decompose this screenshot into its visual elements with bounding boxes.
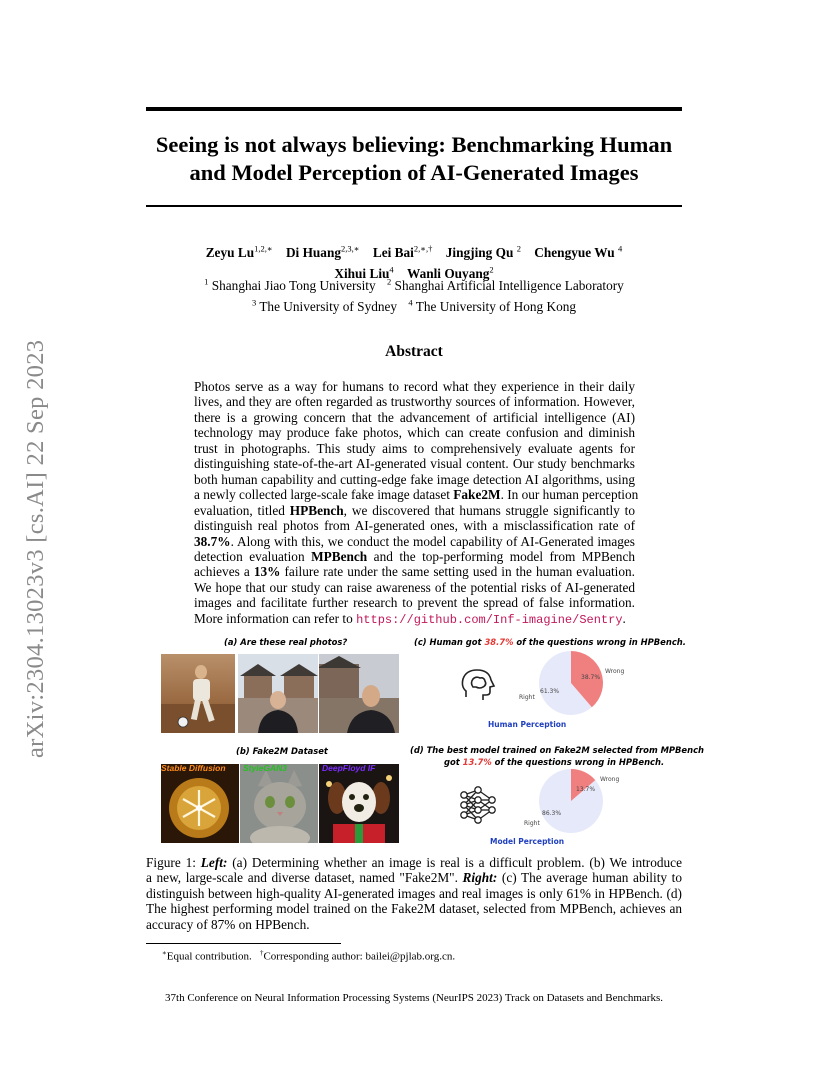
abstract-line: a newly collected large-scale fake image dataset Fake2M. In our human perception: [194, 487, 639, 503]
neural-network-icon: [458, 785, 498, 825]
dataset-tag-stylegan3: StyleGAN3: [243, 763, 287, 773]
affiliation: $^1$ Shanghai Jiao Tong University: [204, 277, 376, 294]
affiliation: $^4$ The University of Hong Kong: [408, 297, 577, 314]
affiliation-list: [146, 274, 682, 315]
abstract-line: lives, and they are often regarded as trustworthy sources of information. However,: [194, 394, 635, 410]
author: Wanli Ouyang$^2$: [407, 264, 494, 281]
man-smiling-photo: [319, 654, 399, 733]
abstract-line: technology may produce fake photos, which can create confusion and diminish: [194, 425, 635, 441]
abstract-line: distinguishing state-of-the-art AI-generated visual content. Our study benchmarks: [194, 456, 635, 472]
footnote-rule: [146, 943, 341, 944]
model-pie-wrong-pct: 13.7%: [576, 786, 596, 793]
model-pie-right-label: Right: [524, 820, 540, 827]
pagoda-man-photo: [238, 654, 318, 733]
dataset-tag-deepfloyd: DeepFloyd IF: [322, 763, 376, 773]
abstract-line: 38.7%. Along with this, we conduct the model capability of AI-Generated images: [194, 533, 635, 549]
repo-link[interactable]: https://github.com/Inf-imagine/Sentry: [356, 612, 623, 627]
abstract-line: detection evaluation MPBench and the top-performing model from MPBench: [194, 548, 635, 564]
footnote: ∗Equal contribution. †Corresponding author: bailei@pjlab.org.cn.: [162, 949, 456, 963]
abstract-line: achieves a 13% failure rate under the same setting used in the human evaluation.: [194, 564, 636, 580]
abstract-line: distinguish real photos from AI-generated ones, with a misclassification rate of: [194, 518, 635, 534]
human-perception-pie: [538, 650, 604, 716]
author: Zeyu $Lu^{1,2,∗}$: [205, 244, 273, 261]
title-bottom-rule: [146, 205, 682, 207]
venue-note: 37th Conference on Neural Information Processing Systems (NeurIPS 2023) Track on Datasets and Benchmarks.: [165, 992, 663, 1004]
affiliation: $^3$ The University of Sydney: [251, 297, 398, 314]
human-pie-wrong-label: Wrong: [605, 668, 625, 675]
title-line-2: and Model Perception of AI-Generated Images: [189, 160, 639, 185]
model-pie-wrong-label: Wrong: [600, 776, 620, 783]
caption-line: Figure 1: Left: (a) Determining whether an image is real is a difficult problem. (b) We introduce: [146, 855, 682, 870]
figure-caption: [146, 855, 682, 932]
paper-title: [146, 131, 682, 187]
human-pie-right-pct: 61.3%: [540, 688, 560, 695]
caption-line: a new, large-scale and diverse dataset, named "Fake2M". Right: (c) The average human ability to: [146, 870, 682, 886]
author-line-1: [146, 241, 682, 261]
abstract-heading: Abstract: [385, 343, 443, 360]
dog-photo: [319, 764, 399, 843]
caption-line: distinguish between high-quality AI-generated images and real images is only 61% in HPBench. (d): [146, 885, 682, 901]
abstract-line: trust in photographs. This study aims to comprehensively evaluate agents for: [194, 440, 635, 456]
title-line-1: Seeing is not always believing: Benchmarking Human: [155, 132, 673, 157]
abstract-line: there is a growing concern that the advancement of artificial intelligence (AI): [194, 409, 635, 425]
model-pie-right-pct: 86.3%: [542, 810, 562, 817]
affiliation: $^2$ Shanghai Artificial Intelligence Laboratory: [386, 277, 624, 294]
panel-d-label-line-2: got 13.7% of the questions wrong in HPBench.: [444, 757, 665, 767]
abstract-line: Photos serve as a way for humans to record what they experience in their daily: [194, 379, 635, 394]
title-top-rule: [146, 107, 682, 111]
soccer-player-photo: [161, 654, 235, 733]
abstract-line: We hope that our study can raise awareness of the potential risks of AI-generated: [194, 579, 635, 595]
caption-line: accuracy of 87% on HPBench.: [146, 916, 310, 932]
cat-photo: [240, 764, 318, 843]
abstract-line: images and facilitate further research to prevent the spread of false information.: [194, 595, 635, 611]
author: Di Huang$^{2,3,∗}$: [285, 244, 360, 261]
model-perception-pie: [538, 768, 604, 834]
author: Jingjing Qu $^2$: [445, 244, 521, 261]
abstract-body: [194, 379, 639, 628]
caption-line: The highest performing model trained on the Fake2M dataset, selected from MPBench, achieves an: [146, 901, 682, 917]
author: Lei Bai$^{2,∗,\dagger}$: [372, 244, 433, 261]
dataset-tag-stable-diffusion: Stable Diffusion: [161, 763, 226, 773]
panel-a-label: (a) Are these real photos?: [224, 637, 348, 647]
author: Xihui Liu$^4$: [334, 264, 394, 281]
abstract-line: both human capability and cutting-edge fake image detection AI algorithms, using: [194, 471, 635, 487]
abstract-line: More information can refer to https://github.com/Inf-imagine/Sentry.: [194, 610, 626, 627]
model-perception-title: Model Perception: [490, 837, 565, 846]
christmas-ornament-photo: [161, 764, 239, 843]
panel-c-label: (c) Human got 38.7% of the questions wrong in HPBench.: [414, 637, 686, 647]
panel-d-label-line-1: (d) The best model trained on Fake2M selected from MPBench: [410, 745, 705, 755]
panel-b-label: (b) Fake2M Dataset: [236, 746, 328, 756]
author: Chengyue Wu $^4$: [534, 244, 623, 261]
human-perception-title: Human Perception: [488, 720, 567, 729]
human-pie-wrong-pct: 38.7%: [581, 674, 601, 681]
abstract-line: evaluation, titled HPBench, we discovered that humans struggle significantly to: [194, 502, 635, 518]
arxiv-identifier: arXiv:2304.13023v3 [cs.AI] 22 Sep 2023: [22, 339, 49, 758]
brain-icon: [458, 665, 498, 705]
human-pie-right-label: Right: [519, 694, 535, 701]
